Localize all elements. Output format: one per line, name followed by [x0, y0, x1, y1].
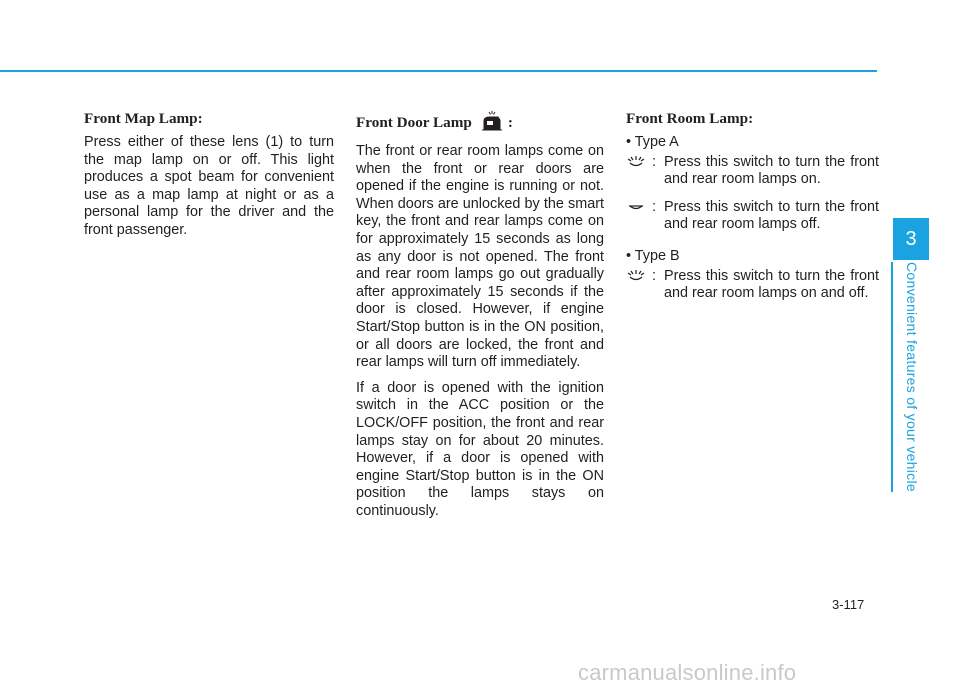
type-a-item-off-text: Press this switch to turn the front and rear room lamps off.: [664, 198, 879, 233]
chapter-rule: [891, 262, 893, 492]
door-lamp-icon: [480, 110, 504, 137]
page-number: 3-117: [832, 597, 865, 612]
chapter-tab: 3: [893, 218, 929, 260]
front-room-lamp-heading: Front Room Lamp:: [626, 110, 754, 127]
front-map-lamp-heading: Front Map Lamp:: [84, 110, 203, 127]
front-door-lamp-heading-suffix: :: [507, 113, 513, 131]
front-door-lamp-section: [356, 110, 604, 528]
top-rule: [0, 70, 877, 72]
type-b-item-text: Press this switch to turn the front and rear room lamps on and off.: [664, 267, 879, 302]
room-lamp-on-icon: [626, 155, 646, 169]
watermark: carmanualsonline.info: [578, 660, 797, 685]
type-a-item-on: [626, 154, 879, 189]
type-a-item-off: [626, 199, 879, 234]
type-b-item: [626, 268, 879, 303]
room-lamp-off-icon: [626, 200, 646, 214]
front-door-lamp-para1: The front or rear room lamps come on when the front or rear doors are opened if the engine is running or not. When doors are unlocked by the smart key, the front and rear lamps come on for approximately 15 seconds as long as any door is not opened. The front and rear room lamps go out gradually after approximately 15 seconds if the door is closed. However, if engine Start/Stop button is in the ON position, or all doors are locked, the front and rear lamps will turn off immediately.: [356, 143, 604, 371]
type-a-label: • Type A: [626, 134, 679, 150]
room-lamp-on-icon: [626, 269, 646, 283]
type-a-item-on-colon: :: [652, 153, 656, 170]
front-door-lamp-heading: [356, 110, 604, 137]
type-b-label: • Type B: [626, 247, 680, 264]
front-map-lamp-section: [84, 110, 334, 248]
front-door-lamp-para2: If a door is opened with the ignition switch in the ACC position or the LOCK/OFF position, the front and rear lamps stay on for about 20 minutes. However, if a door is opened with engine Start/Stop button is in the ON position the lamps stays on continuously.: [356, 379, 604, 519]
chapter-title: Convenient features of your vehicle: [904, 262, 920, 492]
type-a-item-on-text: Press this switch to turn the front and rear room lamps on.: [664, 153, 879, 188]
type-b-item-colon: :: [652, 267, 656, 284]
front-room-lamp-section: [626, 110, 879, 313]
front-map-lamp-body: Press either of these lens (1) to turn the map lamp on or off. This light produces a spot beam for convenient use as a map lamp at night or as a personal lamp for the driver and the front passenger.: [84, 134, 334, 238]
type-a-item-off-colon: :: [652, 198, 656, 215]
front-door-lamp-heading-text: Front Door Lamp: [356, 113, 472, 131]
